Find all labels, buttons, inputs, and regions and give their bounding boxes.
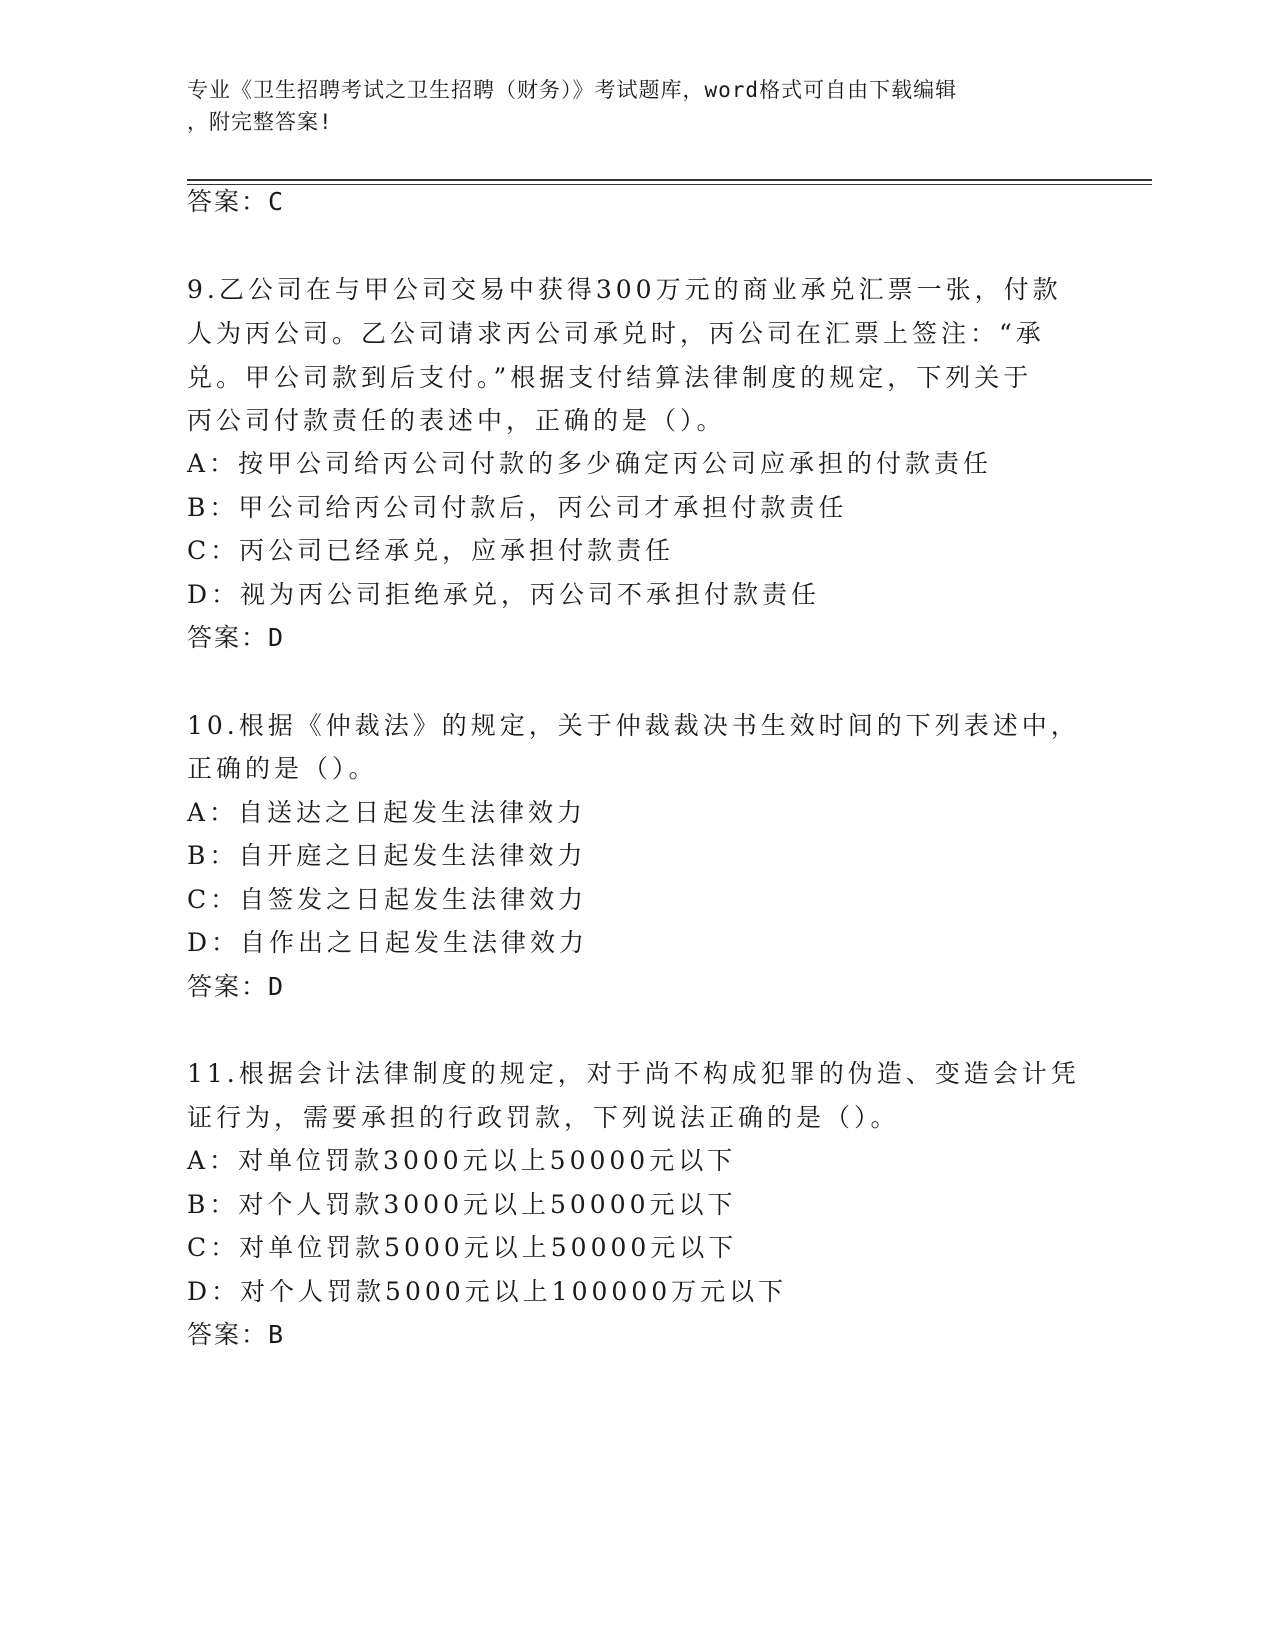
q10-text-line-1: 10.根据《仲裁法》的规定，关于仲裁裁决书生效时间的下列表述中， (187, 711, 1080, 740)
q11-answer: 答案：B (187, 1320, 286, 1349)
q10-option-d: D：自作出之日起发生法律效力 (187, 928, 589, 957)
q9-text-line-2: 人为丙公司。乙公司请求丙公司承兑时，丙公司在汇票上签注：“承 (187, 319, 1045, 348)
q9-option-a: A：按甲公司给丙公司付款的多少确定丙公司应承担的付款责任 (187, 449, 993, 478)
q11-text-line-1: 11.根据会计法律制度的规定，对于尚不构成犯罪的伪造、变造会计凭 (187, 1059, 1080, 1088)
header-rule-thin (187, 184, 1152, 185)
q9-option-c: C：丙公司已经承兑，应承担付款责任 (187, 536, 675, 565)
document-header (187, 74, 1067, 138)
q9-text-line-1: 9.乙公司在与甲公司交易中获得300万元的商业承兑汇票一张，付款 (187, 275, 1062, 304)
q9-option-b: B：甲公司给丙公司付款后，丙公司才承担付款责任 (187, 493, 848, 522)
q11-text-line-2: 证行为，需要承担的行政罚款，下列说法正确的是（）。 (187, 1103, 900, 1132)
q10-text-line-2: 正确的是（）。 (187, 754, 378, 783)
q10-option-c: C：自签发之日起发生法律效力 (187, 885, 588, 914)
q11-option-a: A：对单位罚款3000元以上50000元以下 (187, 1146, 737, 1175)
header-rule-thick (187, 179, 1152, 181)
q11-option-d: D：对个人罚款5000元以上100000万元以下 (187, 1277, 788, 1306)
header-line-1: 专业《卫生招聘考试之卫生招聘（财务）》考试题库，word格式可自由下载编辑 (187, 78, 958, 102)
q9-option-d: D：视为丙公司拒绝承兑，丙公司不承担付款责任 (187, 580, 821, 609)
q9-answer: 答案：D (187, 623, 286, 652)
q10-answer: 答案：D (187, 972, 286, 1001)
q10-option-a: A：自送达之日起发生法律效力 (187, 798, 587, 827)
q9-text-line-4: 丙公司付款责任的表述中，正确的是（）。 (187, 406, 726, 435)
header-line-2: ，附完整答案! (187, 110, 333, 134)
q9-text-line-3: 兑。甲公司款到后支付。”根据支付结算法律制度的规定，下列关于 (187, 363, 1033, 392)
q11-option-b: B：对个人罚款3000元以上50000元以下 (187, 1190, 737, 1219)
q11-option-c: C：对单位罚款5000元以上50000元以下 (187, 1233, 738, 1262)
prev-answer: 答案：C (187, 187, 286, 216)
q10-option-b: B：自开庭之日起发生法律效力 (187, 841, 587, 870)
